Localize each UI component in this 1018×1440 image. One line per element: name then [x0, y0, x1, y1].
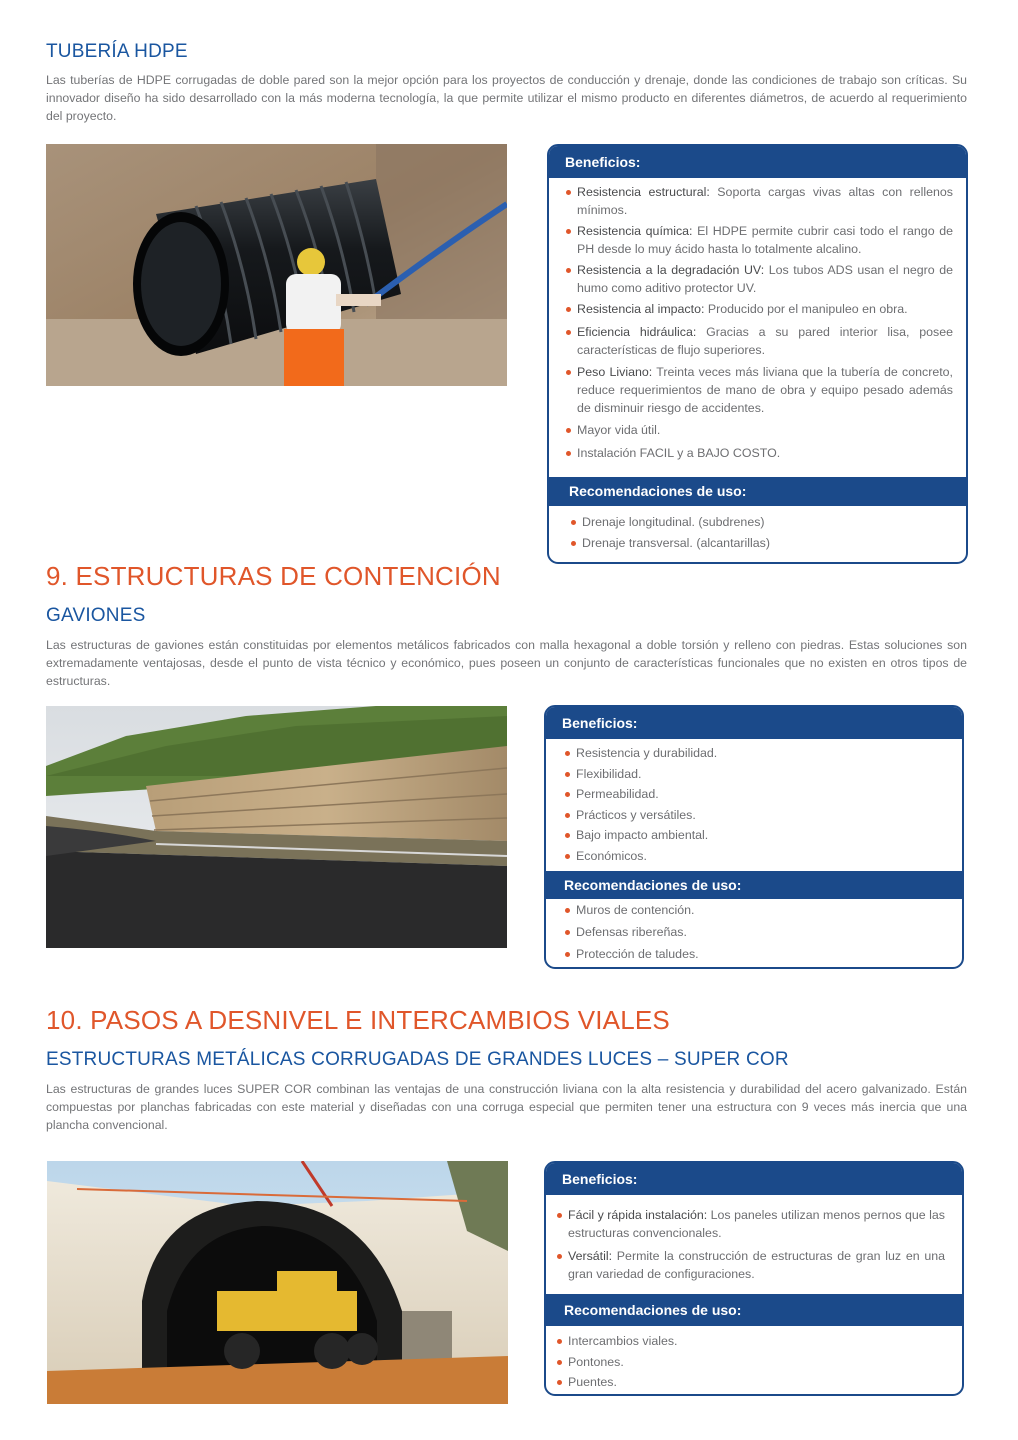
- gabion-wall-photo: [46, 706, 507, 948]
- list-item: Resistencia estructural: Soporta cargas vivas altas con rellenos mínimos.: [577, 185, 954, 217]
- list-item: Drenaje transversal. (alcantarillas): [582, 534, 953, 552]
- section-9-subtitle: GAVIONES: [46, 605, 146, 626]
- section-9-title: 9. ESTRUCTURAS DE CONTENCIÓN: [46, 561, 501, 591]
- list-item: Eficiencia hidráulica: Gracias a su pared interior lisa, posee características de flujo superiores.: [577, 325, 954, 357]
- hdpe-info-box: [547, 144, 968, 564]
- list-item: Drenaje longitudinal. (subdrenes): [582, 513, 953, 531]
- list-item: Flexibilidad.: [576, 765, 949, 783]
- hdpe-subtitle: TUBERÍA HDPE: [46, 41, 188, 62]
- super-cor-recommendations-header: Recomendaciones de uso:: [546, 1294, 962, 1326]
- gabion-benefits-list: [546, 739, 962, 865]
- super-cor-tunnel-photo: [47, 1161, 508, 1404]
- section-10-title: 10. PASOS A DESNIVEL E INTERCAMBIOS VIALES: [46, 1005, 670, 1035]
- section-10-subtitle: ESTRUCTURAS METÁLICAS CORRUGADAS DE GRANDES LUCES – SUPER COR: [46, 1049, 789, 1070]
- hdpe-recommendations-list: [582, 513, 953, 552]
- list-item: Versátil: Permite la construcción de estructuras de gran luz en una gran variedad de configuraciones.: [568, 1249, 945, 1281]
- list-item: Resistencia a la degradación UV: Los tubos ADS usan el negro de humo como aditivo protector UV.: [577, 263, 954, 295]
- list-item: Puentes.: [568, 1373, 949, 1391]
- list-item: Resistencia química: El HDPE permite cubrir casi todo el rango de PH desde lo muy ácido hasta lo totalmente alcalino.: [577, 224, 953, 256]
- list-item: Resistencia y durabilidad.: [576, 744, 949, 762]
- list-item: Permeabilidad.: [576, 785, 949, 803]
- hdpe-benefits-list: [549, 178, 966, 462]
- list-item: Intercambios viales.: [568, 1332, 949, 1350]
- list-item: Muros de contención.: [576, 901, 949, 919]
- gabion-recommendations-list: [576, 901, 949, 963]
- gabion-info-box: [544, 705, 964, 969]
- list-item: Bajo impacto ambiental.: [576, 826, 949, 844]
- section-9-paragraph: Las estructuras de gaviones están constituidas por elementos metálicos fabricados con malla hexagonal a doble torsión y relleno con piedras. Estas soluciones son extremadamente ventajosas, desde el punto de vista técnico y económico, pues poseen un conjunto de características funcionales que no existen en otros tipos de estructuras.: [46, 638, 967, 688]
- list-item: Instalación FACIL y a BAJO COSTO.: [577, 444, 953, 462]
- super-cor-benefits-list: [546, 1195, 962, 1283]
- hdpe-paragraph: Las tuberías de HDPE corrugadas de doble pared son la mejor opción para los proyectos de conducción y drenaje, donde las condiciones de trabajo son críticas. Su innovador diseño ha sido desarrollado con la más moderna tecnología, la que permite utilizar el mismo producto en diferentes diámetros, de acuerdo al requerimiento del proyecto.: [46, 73, 967, 123]
- list-item: Resistencia al impacto: Producido por el manipuleo en obra.: [577, 300, 953, 318]
- hdpe-benefits-header: Beneficios:: [549, 146, 966, 178]
- list-item: Económicos.: [576, 847, 949, 865]
- list-item: Pontones.: [568, 1353, 949, 1371]
- list-item: Fácil y rápida instalación: Los paneles utilizan menos pernos que las estructuras convencionales.: [568, 1208, 945, 1240]
- list-item: Defensas ribereñas.: [576, 923, 949, 941]
- hdpe-recommendations-header: Recomendaciones de uso:: [549, 477, 966, 506]
- gabion-recommendations-header: Recomendaciones de uso:: [546, 871, 962, 899]
- list-item: Mayor vida útil.: [577, 421, 953, 439]
- super-cor-info-box: [544, 1161, 964, 1396]
- gabion-benefits-header: Beneficios:: [546, 707, 962, 739]
- section-10-paragraph: Las estructuras de grandes luces SUPER COR combinan las ventajas de una construcción liviana con la alta resistencia y durabilidad del acero galvanizado. Están compuestas por planchas fabricadas con este material y diseñadas con una corruga especial que permiten tener una estructura con 9 veces más inercia que una plancha convencional.: [46, 1082, 967, 1132]
- hdpe-pipe-photo: [46, 144, 507, 386]
- super-cor-recommendations-list: [568, 1332, 949, 1391]
- list-item: Prácticos y versátiles.: [576, 806, 949, 824]
- list-item: Peso Liviano: Treinta veces más liviana que la tubería de concreto, reduce requerimientos de mano de obra y equipo pesado además de disminuir riesgo de accidentes.: [577, 365, 953, 415]
- super-cor-benefits-header: Beneficios:: [546, 1163, 962, 1195]
- list-item: Protección de taludes.: [576, 945, 949, 963]
